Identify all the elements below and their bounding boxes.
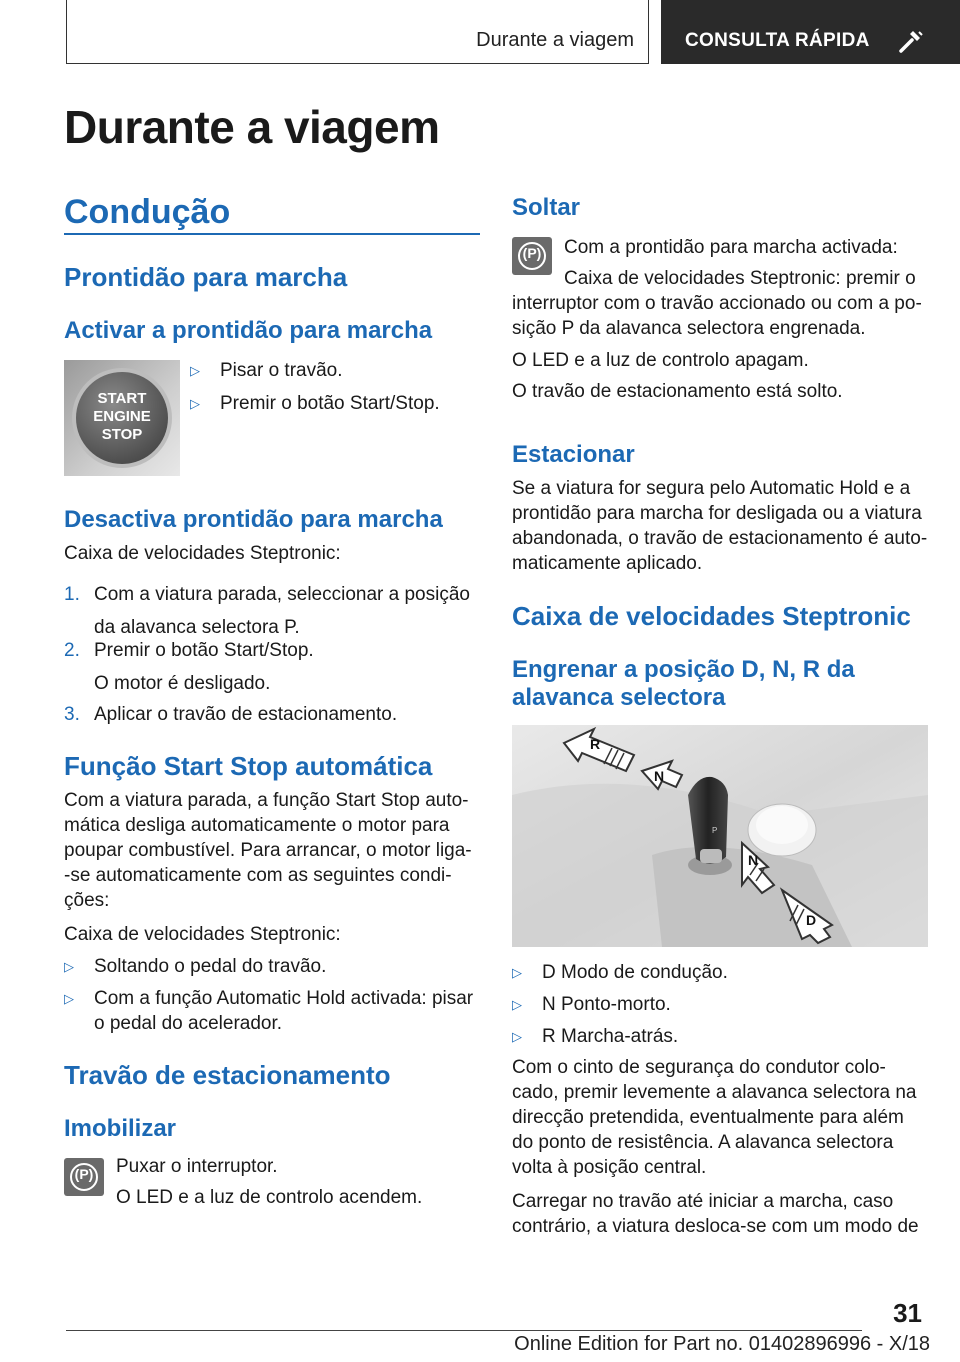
imobilizar-step2: O LED e a luz de controlo acendem. (116, 1187, 423, 1208)
soltar-released: O travão de estacionamento está solto. (512, 381, 843, 402)
list-item: ▷ Pisar o travão. (190, 360, 343, 381)
quick-reference-label: CONSULTA RÁPIDA (685, 30, 870, 51)
parking-brake-icon: (P) (512, 237, 552, 275)
heading-engrenar: Engrenar a posição D, N, R da alavanca selectora (512, 656, 855, 711)
heading-soltar: Soltar (512, 194, 581, 221)
list-item: ▷ Soltando o pedal do travão. (64, 956, 327, 977)
bullet-triangle-icon: ▷ (512, 965, 522, 980)
bullet-triangle-icon: ▷ (64, 959, 74, 974)
list-item: ▷ Com a função Automatic Hold activada: pisar o pedal do acelerador. (64, 988, 474, 1034)
soltar-line2: Caixa de velocidades Steptronic: premir o (564, 268, 916, 289)
list-item: ▷ R Marcha-atrás. (512, 1026, 679, 1047)
carregar-paragraph: Carregar no travão até iniciar a marcha, caso contrário, a viatura desloca-se com um modo de (512, 1191, 919, 1237)
page-number: 31 (893, 1298, 922, 1328)
gear-label-r: R (590, 736, 601, 752)
step-item: 3. Aplicar o travão de estacionamento. (64, 704, 398, 725)
funcao-intro: Caixa de velocidades Steptronic: (64, 924, 341, 945)
funcao-paragraph: Com a viatura parada, a função Start Stop auto- mática desliga automaticamente o motor para poupar combustível. Para arrancar, o motor liga- -se automaticamente com as seguintes condi- ções: (64, 790, 472, 911)
heading-funcao: Função Start Stop automática (64, 751, 433, 781)
wrench-icon (897, 28, 925, 54)
soltar-line3: interruptor com o travão accionado ou com a po- (512, 293, 922, 314)
section-rule (64, 233, 480, 235)
footer-rule (66, 1330, 862, 1331)
gear-label-p: P (712, 826, 718, 835)
gear-selector-image (512, 725, 928, 947)
list-item: ▷ Premir o botão Start/Stop. (190, 393, 440, 414)
cinto-paragraph: Com o cinto de segurança do condutor colo- cado, premir levemente a alavanca selectora na direcção pretendida, eventualmente para além do ponto de resistência. A alavanca selectora volta à posição central. (512, 1057, 917, 1178)
bullet-triangle-icon: ▷ (190, 363, 200, 378)
header-section-title: Durante a viagem (476, 29, 634, 51)
bullet-triangle-icon: ▷ (190, 396, 200, 411)
heading-caixa: Caixa de velocidades Steptronic (512, 601, 911, 631)
start-stop-button-image (64, 360, 180, 476)
header-section-tab (66, 0, 649, 64)
bullet-triangle-icon: ▷ (512, 1029, 522, 1044)
estacionar-paragraph: Se a viatura for segura pelo Automatic Hold e a prontidão para marcha for desligada ou a viatura abandonada, o travão de estacionamento é auto- maticamente aplicado. (512, 478, 928, 574)
heading-estacionar: Estacionar (512, 441, 635, 468)
desactiva-intro: Caixa de velocidades Steptronic: (64, 543, 341, 564)
gear-label-n-lower: N (748, 852, 759, 868)
gear-label-d: D (806, 912, 817, 928)
list-item: ▷ N Ponto-morto. (512, 994, 671, 1015)
step-item: 2. Premir o botão Start/Stop. O motor é desligado. (64, 640, 314, 694)
bullet-triangle-icon: ▷ (512, 997, 522, 1012)
bullet-triangle-icon: ▷ (64, 991, 74, 1006)
soltar-led: O LED e a luz de controlo apagam. (512, 350, 809, 371)
heading-travao: Travão de estacionamento (64, 1060, 391, 1090)
soltar-line1: Com a prontidão para marcha activada: (564, 237, 898, 258)
parking-brake-icon: (P) (64, 1158, 104, 1196)
heading-imobilizar: Imobilizar (64, 1115, 177, 1142)
heading-prontidao: Prontidão para marcha (64, 262, 348, 292)
list-item: ▷ D Modo de condução. (512, 962, 728, 983)
stop-label: STOP (101, 426, 143, 443)
soltar-line4: sição P da alavanca selectora engrenada. (512, 318, 866, 339)
start-label: START (97, 390, 147, 407)
heading-desactiva: Desactiva prontidão para marcha (64, 506, 443, 533)
engine-label: ENGINE (93, 408, 151, 425)
gear-label-n-upper: N (654, 768, 665, 784)
section-heading-conducao: Condução (64, 193, 231, 231)
quick-reference-tab (661, 0, 960, 64)
step-item: 1. Com a viatura parada, seleccionar a posição da alavanca selectora P. (64, 584, 470, 638)
footer-edition: Online Edition for Part no. 01402896996 - X/18 (514, 1333, 930, 1355)
imobilizar-step1: Puxar o interruptor. (116, 1156, 278, 1177)
heading-activar: Activar a prontidão para marcha (64, 317, 433, 344)
page-title: Durante a viagem (64, 101, 440, 153)
